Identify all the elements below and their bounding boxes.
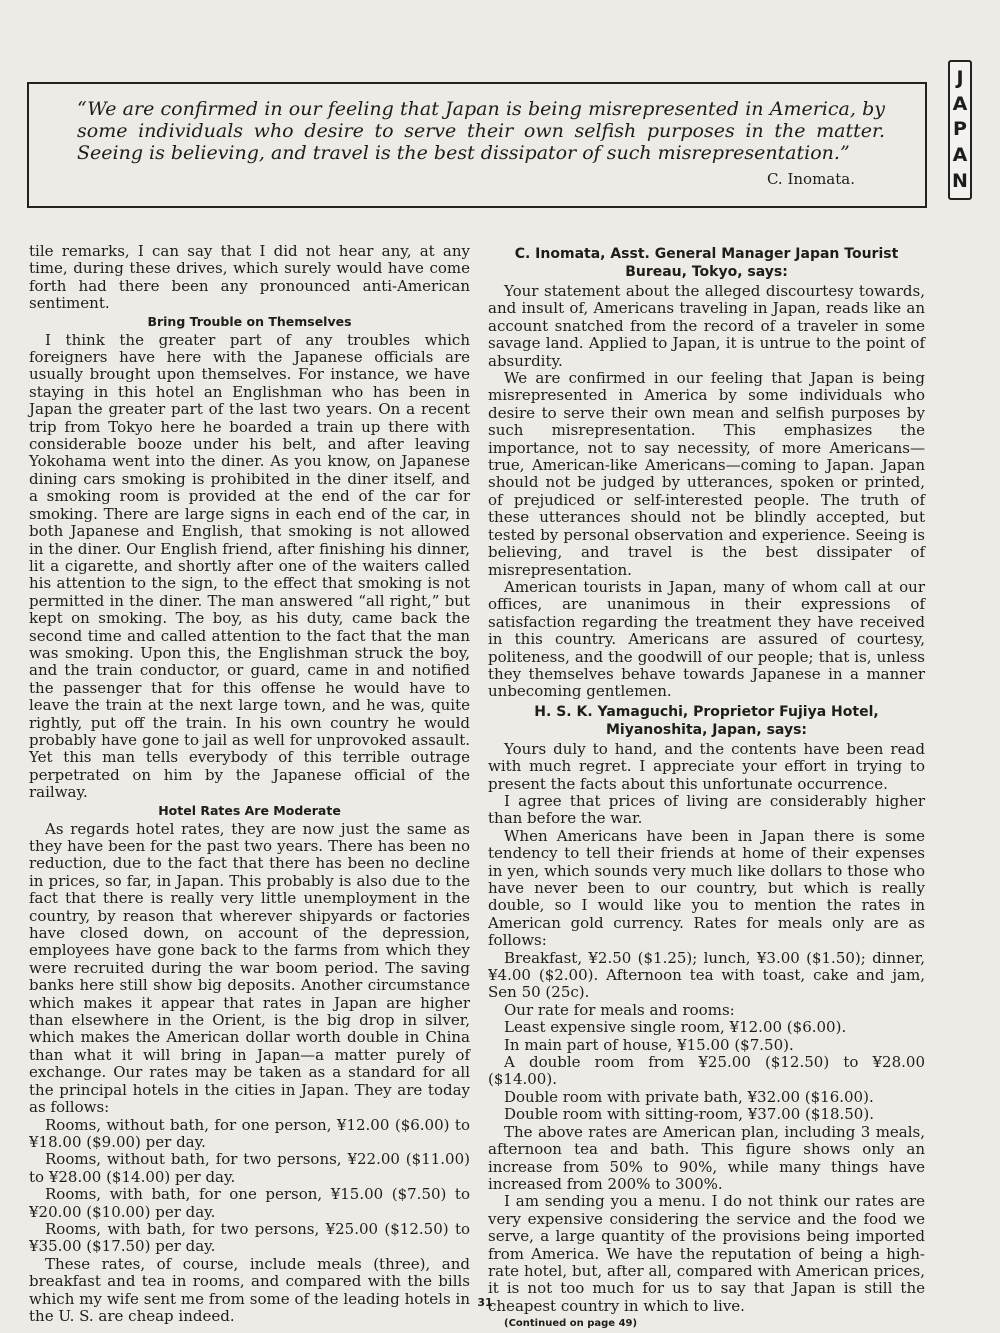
rate-line: Rooms, without bath, for one person, ¥12.00 ($6.00) to ¥18.00 ($9.00) per day. [29,1115,470,1151]
left-column [29,243,470,1325]
section-heading: Hotel Rates Are Moderate [158,802,341,818]
section-heading: H. S. K. Yamaguchi, Proprietor Fujiya Hotel, Miyanoshita, Japan, says: [534,703,879,738]
paragraph: I agree that prices of living are considerably higher than before the war. [488,791,925,828]
section-heading: C. Inomata, Asst. General Manager Japan Tourist Bureau, Tokyo, says: [514,246,899,280]
paragraph: The above rates are American plan, including 3 meals, afternoon tea and bath. This figure shows only an increase from 50% to 90%, while many things have increased from 200% to 300%. [488,1122,925,1193]
tab-letter: P [953,118,967,141]
rate-line: In main part of house, ¥15.00 ($7.50). [504,1035,794,1054]
tab-letter: N [952,169,968,192]
tab-letter: A [952,92,968,115]
rate-line: Our rate for meals and rooms: [504,1000,735,1019]
tab-letter: J [956,67,964,90]
pull-quote-text: “We are confirmed in our feeling that Japan is being misrepresented in America, by some individuals who desire to serve their own selfish purposes in the matter. Seeing is believing, and travel is the best dissipator of such misrepresentation.” [77,98,885,164]
paragraph: These rates, of course, include meals (three), and breakfast and tea in rooms, and compared with the bills which my wife sent me from some of the leading hotels in the U. S. are cheap indeed. [29,1254,470,1325]
paragraph: I am sending you a menu. I do not think our rates are very expensive considering the service and the food we serve, a large quantity of the provisions being imported from America. We have the reputation of being a high-rate hotel, but, after all, compared with American prices, it is not too much for us to say that Japan is still the cheapest country in which to live. [488,1192,925,1315]
rate-line: Double room with private bath, ¥32.00 ($16.00). [504,1087,874,1106]
paragraph: When Americans have been in Japan there is some tendency to tell their friends at home of their expenses in yen, which sounds very much like dollars to those who have never been to our country, but which is really double, so I would like you to mention the rates in American gold currency. Rates for meals only are as follows: [488,826,925,950]
rate-line: Rooms, with bath, for two persons, ¥25.00 ($12.50) to ¥35.00 ($17.50) per day. [29,1219,470,1256]
paragraph: American tourists in Japan, many of whom call at our offices, are unanimous in their expressions of satisfaction regarding the treatment they have received in this country. Americans are assured of courtesy, politeness, and the goodwill of our people; that is, unless they themselves behave towards Japanese in a manner unbecoming gentlemen. [488,577,925,701]
page-number: 31 [477,1296,493,1309]
paragraph: Yours duly to hand, and the contents have been read with much regret. I appreciate your effort in trying to present the facts about this unfortunate occurrence. [488,739,925,793]
paragraph: We are confirmed in our feeling that Japan is being misrepresented in America by some individuals who desire to serve their own mean and selfish purposes by such misrepresentation. This emphasizes the importance, not to say necessity, of more Americans—true, American-like Americans—coming to Japan. Japan should not be judged by utterances, spoken or printed, of prejudiced or self-interested people. The truth of these utterances should not be blindly accepted, but tested by personal observation and experience. Seeing is believing, and travel is the best dissipater of misrepresentation. [488,369,925,579]
paragraph: tile remarks, I can say that I did not hear any, at any time, during these drives, which surely would have come forth had there been any pronounced anti-American sentiment. [29,242,470,313]
right-column [488,243,925,1333]
rate-line: Double room with sitting-room, ¥37.00 ($18.50). [504,1105,874,1124]
tab-letter: A [952,144,968,167]
rate-line: Breakfast, ¥2.50 ($1.25); lunch, ¥3.00 ($1.50); dinner, ¥4.00 ($2.00). Afternoon tea with toast, cake and jam, Sen 50 (25c). [488,948,925,1002]
paragraph: I think the greater part of any troubles which foreigners have here with the Japanese officials are usually brought upon themselves. For instance, we have staying in this hotel an Englishman who has been in Japan the greater part of the last two years. On a recent trip from Tokyo here he boarded a train up there with considerable booze under his belt, and after leaving Yokohama went into the diner. As you know, on Japanese dining cars smoking is prohibited in the diner itself, and a smoking room is provided at the end of the car for smoking. There are large signs in each end of the car, in both Japanese and English, that smoking is not allowed in the diner. Our English friend, after finishing his dinner, lit a cigarette, and shortly after one of the waiters called his attention to the sign, to the effect that smoking is not permitted in the diner. The man answered “all right,” but kept on smoking. The boy, as his duty, came back the second time and called attention to the fact that the man was smoking. Upon this, the Englishman struck the boy, and the train conductor, or guard, came in and notified the passenger that for this offense he would have to leave the train at the next large town, and he was, quite rightly, put off the train. In his own country he would probably have gone to jail as well for unprovoked assault. Yet this man tells everybody of this terrible outrage perpetrated on him by the Japanese official of the railway. [29,330,470,802]
pull-quote-box [27,82,927,208]
rate-line: A double room from ¥25.00 ($12.50) to ¥28.00 ($14.00). [488,1053,925,1089]
rate-line: Rooms, without bath, for two persons, ¥22.00 ($11.00) to ¥28.00 ($14.00) per day. [29,1150,470,1186]
continued-note: (Continued on page 49) [504,1318,638,1330]
paragraph: Your statement about the alleged discourtesy towards, and insult of, Americans traveling in Japan, reads like an account snatched from the record of a traveler in some savage land. Applied to Japan, it is untrue to the point of absurdity. [488,282,925,370]
pull-quote-author: C. Inomata. [766,170,855,188]
section-heading: Bring Trouble on Themselves [147,313,352,329]
section-tab-japan [948,60,972,200]
rate-line: Least expensive single room, ¥12.00 ($6.00). [504,1018,847,1037]
paragraph: As regards hotel rates, they are now just the same as they have been for the past two years. There has been no reduction, due to the fact that there has been no decline in prices, so far, in Japan. This probably is also due to the fact that there is really very little unemployment in the country, by reason that wherever shipyards or factories have closed down, on account of the depression, employees have gone back to the farms from which they were recruited during the war boom period. The saving banks here still show big deposits. Another circumstance which makes it appear that rates in Japan are higher than elsewhere in the Orient, is the big drop in silver, which makes the American dollar worth double in China than what it will bring in Japan—a matter purely of exchange. Our rates may be taken as a standard for all the principal hotels in the cities in Japan. They are today as follows: [29,819,470,1117]
rate-line: Rooms, with bath, for one person, ¥15.00 ($7.50) to ¥20.00 ($10.00) per day. [29,1185,470,1221]
